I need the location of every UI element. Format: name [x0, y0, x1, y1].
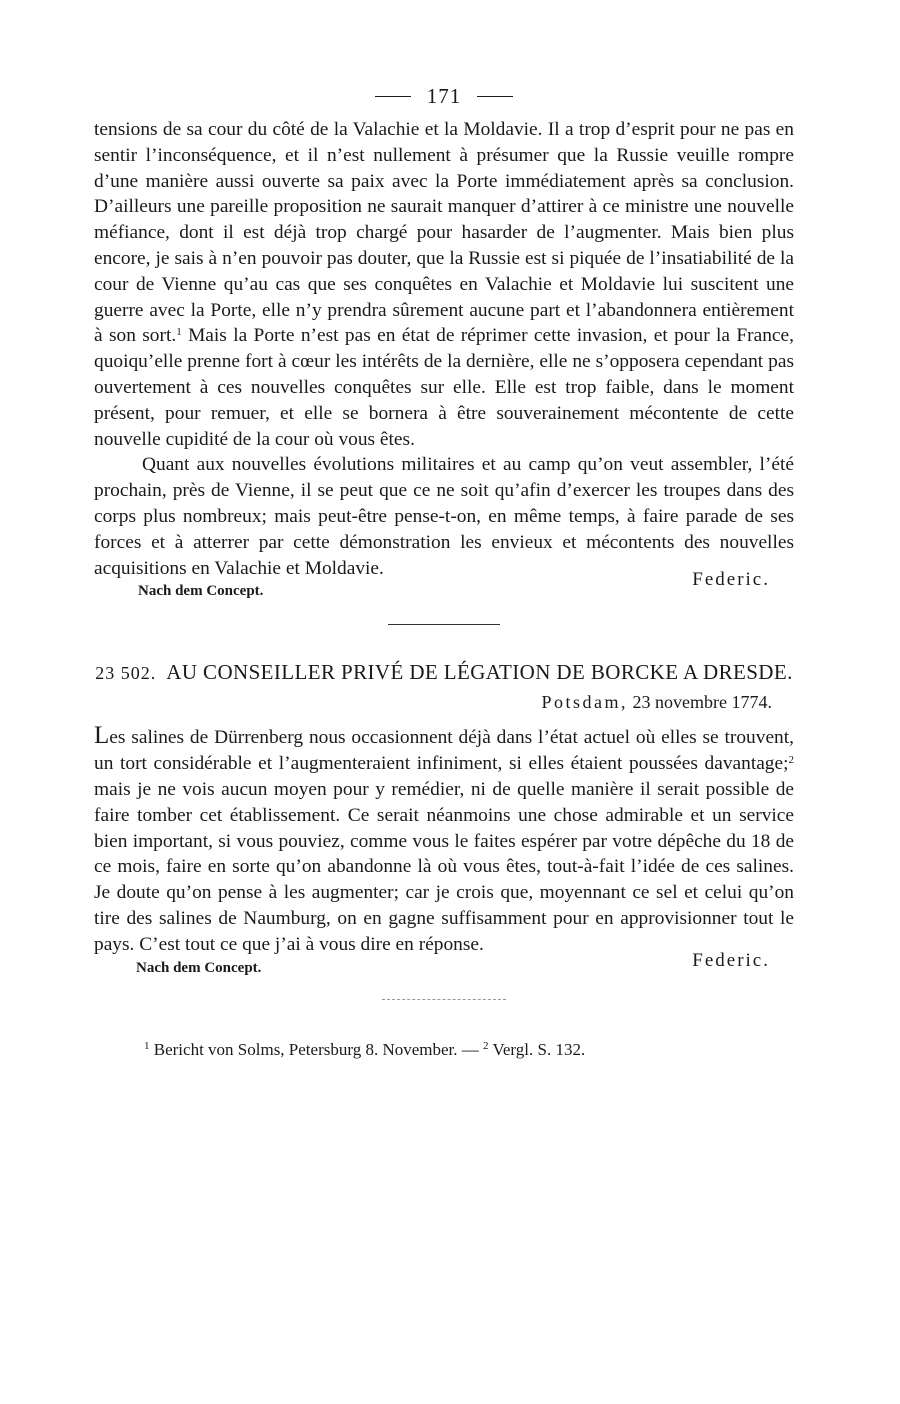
footnote-text: Bericht von Solms, Petersburg 8. November. —: [149, 1039, 484, 1059]
footnote-text: Vergl. S. 132.: [488, 1039, 586, 1059]
initial-letter: L: [94, 722, 110, 750]
footnotes: [144, 1040, 794, 1060]
dateline: [94, 692, 772, 713]
paragraph-text: Mais la Porte n’est pas en état de réprimer cette invasion, et pour la France, quoiqu’elle prenne fort à cœur les intérêts de la dernière, elle ne s’opposera cependant pas ouvertement à ces nouvelles conquêtes sur elle. Elle est trop faible, dans le moment présent, pour remuer, et elle se bornera à être souverainement mécontente de cette nouvelle cupidité de la cour où vous êtes.: [94, 325, 794, 450]
letter-title: AU CONSEILLER PRIVÉ DE LÉGATION DE BORCKE A DRESDE.: [166, 660, 793, 685]
footnote-reference: 1: [176, 326, 182, 339]
page-header: [94, 84, 794, 109]
source-note: Nach dem Concept.: [136, 959, 262, 976]
letter-number: 23 502.: [95, 663, 157, 684]
page-number: 171: [426, 84, 462, 108]
footnote-mark: 2: [483, 1039, 489, 1052]
second-letter: [94, 723, 794, 976]
footnote-divider: [382, 999, 506, 1000]
paragraph: [94, 117, 794, 452]
footnote-reference: 2: [788, 754, 794, 767]
first-letter: [94, 117, 794, 600]
signature: Federic.: [692, 949, 770, 971]
paragraph-text: tensions de sa cour du côté de la Valachie et la Moldavie. Il a trop d’esprit pour ne pas en sentir l’inconséquence, et il n’est nullement à présumer que la Russie veuille rompre d’une manière aussi ouverte sa paix avec la Porte immédiatement après sa conclusion. D’ailleurs une pareille proposition ne saurait manquer d’attirer à ce ministre une nouvelle méfiance, dont il est déjà trop chargé pour hasarder de l’augmenter. Mais bien plus encore, je sais à n’en pouvoir pas douter, que la Russie est si piquée de l’insatiabilité de la cour de Vienne qu’au cas que ses conquêtes en Valachie et Moldavie lui suscitent une guerre avec la Porte, elle n’y prendra sûrement aucune part et l’abandonnera entièrement à son sort.: [94, 119, 794, 347]
signature: Federic.: [692, 569, 770, 591]
paragraph: Quant aux nouvelles évolutions militaires et au camp qu’on veut assembler, l’été prochain, près de Vienne, il se peut que ce ne soit qu’afin d’exercer les troupes dans des corps plus nombreux; mais peut-être pense-t-on, en même temps, à faire parade de ses forces et à atterrer par cette démonstration les envieux et mécontents des nouvelles acquisitions en Valachie et Moldavie.: [94, 454, 794, 579]
paragraph-text: mais je ne vois aucun moyen pour y remédier, ni de quelle manière il serait possible de faire tomber cet établissement. Ce serait néanmoins une chose admirable et un service bien important, si vous pouviez, comme vous le faites espérer par votre dépêche du 18 de ce mois, faire en sorte qu’on abandonne là où vous êtes, tout-à-fait l’idée de ces salines. Je doute qu’on pense à les augmenter; car je crois que, moyennant ce sel et celui qu’on tire des salines de Naumburg, on en gagne suffisamment pour en approvisionner tout le pays. C’est tout ce que j’ai à vous dire en réponse.: [94, 778, 794, 955]
place: Potsdam,: [541, 692, 629, 713]
section-divider: [388, 624, 500, 625]
paragraph: [94, 723, 794, 957]
header-rule-right: [477, 96, 513, 97]
letter-heading: [94, 659, 794, 686]
paragraph-text: es salines de Dürrenberg nous occasionnent déjà dans l’état actuel où elles se trouvent, un tort considérable et l’augmenteraient infiniment, si elles étaient poussées davantage;: [94, 727, 794, 775]
header-rule-left: [375, 96, 411, 97]
source-note: Nach dem Concept.: [138, 583, 264, 600]
date: 23 novembre 1774.: [632, 692, 772, 713]
footnote-mark: 1: [144, 1039, 150, 1052]
document-page: [94, 84, 794, 1060]
